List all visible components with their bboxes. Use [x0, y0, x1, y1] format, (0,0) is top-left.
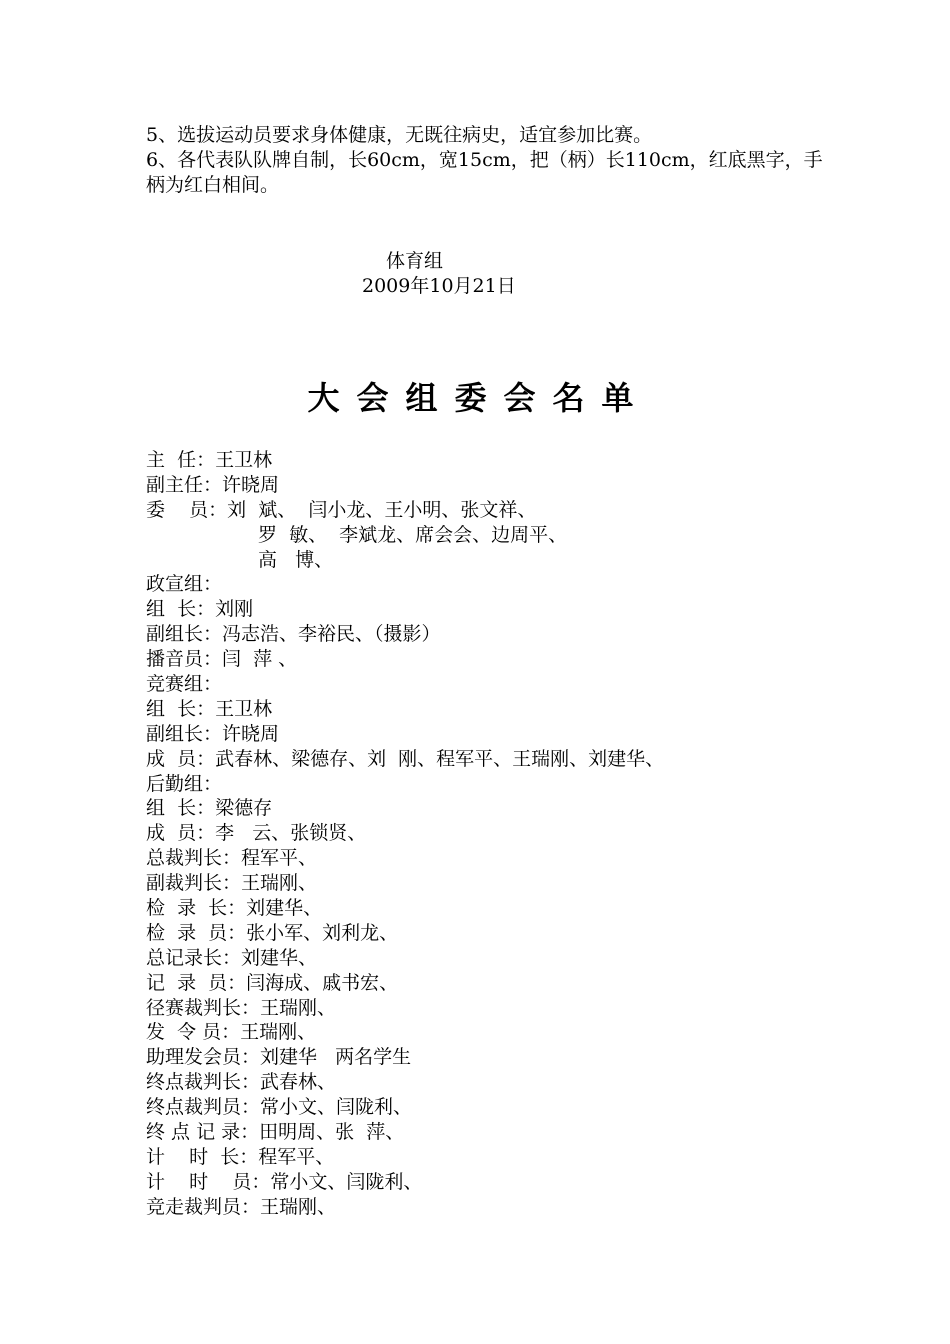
roster-line: 计 时 员：常小文、闫陇利、 [146, 1170, 423, 1193]
rule-item-5: 5、选拔运动员要求身体健康，无既往病史，适宜参加比赛。 [146, 124, 653, 146]
roster-line: 组 长：刘刚 [146, 598, 254, 621]
signature-department: 体育组 [386, 250, 444, 272]
rules-paragraph [146, 123, 836, 198]
roster-line: 记 录 员：闫海成、戚书宏、 [146, 971, 399, 994]
roster-line: 副组长：许晓周 [146, 722, 280, 745]
roster-line: 播音员：闫 萍 、 [146, 648, 298, 671]
roster-line: 终点裁判员：常小文、闫陇利、 [146, 1096, 413, 1119]
roster-line: 高 博、 [258, 548, 334, 571]
roster-line: 径赛裁判长：王瑞刚、 [146, 996, 337, 1019]
roster-line: 计 时 长：程军平、 [146, 1145, 335, 1168]
roster-line: 发 令 员：王瑞刚、 [146, 1021, 317, 1044]
roster-line: 政宣组： [146, 573, 223, 596]
roster-line: 总记录长：刘建华、 [146, 946, 318, 969]
page-title: 大会组委会名单 [307, 379, 651, 417]
rule-item-6: 6、各代表队队牌自制，长60cm，宽15cm，把（柄）长110cm，红底黑字，手柄为红白相间。 [146, 149, 823, 196]
roster-line: 成 员：武春林、梁德存、刘 刚、程军平、王瑞刚、刘建华、 [146, 747, 665, 770]
roster-line: 委 员：刘 斌、 闫小龙、王小明、张文祥、 [146, 498, 537, 521]
roster-line: 组 长：王卫林 [146, 697, 273, 720]
roster-line: 后勤组： [146, 772, 223, 795]
roster-line: 成 员：李 云、张锁贤、 [146, 822, 367, 845]
roster-line: 总裁判长：程军平、 [146, 847, 318, 870]
roster-line: 终 点 记 录：田明周、张 萍、 [146, 1121, 405, 1144]
roster-line: 检 录 员：张小军、刘利龙、 [146, 921, 399, 944]
committee-roster [146, 448, 846, 1220]
roster-line: 副组长：冯志浩、李裕民、（摄影） [146, 623, 441, 646]
signature-date: 2009年10月21日 [362, 275, 516, 297]
roster-line: 副主任：许晓周 [146, 473, 280, 496]
roster-line: 主 任：王卫林 [146, 449, 273, 471]
roster-line: 竞赛组： [146, 673, 223, 696]
roster-line: 副裁判长：王瑞刚、 [146, 872, 318, 895]
roster-line: 组 长：梁德存 [146, 797, 273, 820]
roster-line: 终点裁判长：武春林、 [146, 1071, 337, 1094]
roster-line: 助理发会员：刘建华 两名学生 [146, 1046, 412, 1069]
roster-line: 竞走裁判员：王瑞刚、 [146, 1195, 337, 1218]
roster-line: 罗 敏、 李斌龙、席会会、边周平、 [258, 523, 568, 546]
roster-line: 检 录 长：刘建华、 [146, 897, 323, 920]
